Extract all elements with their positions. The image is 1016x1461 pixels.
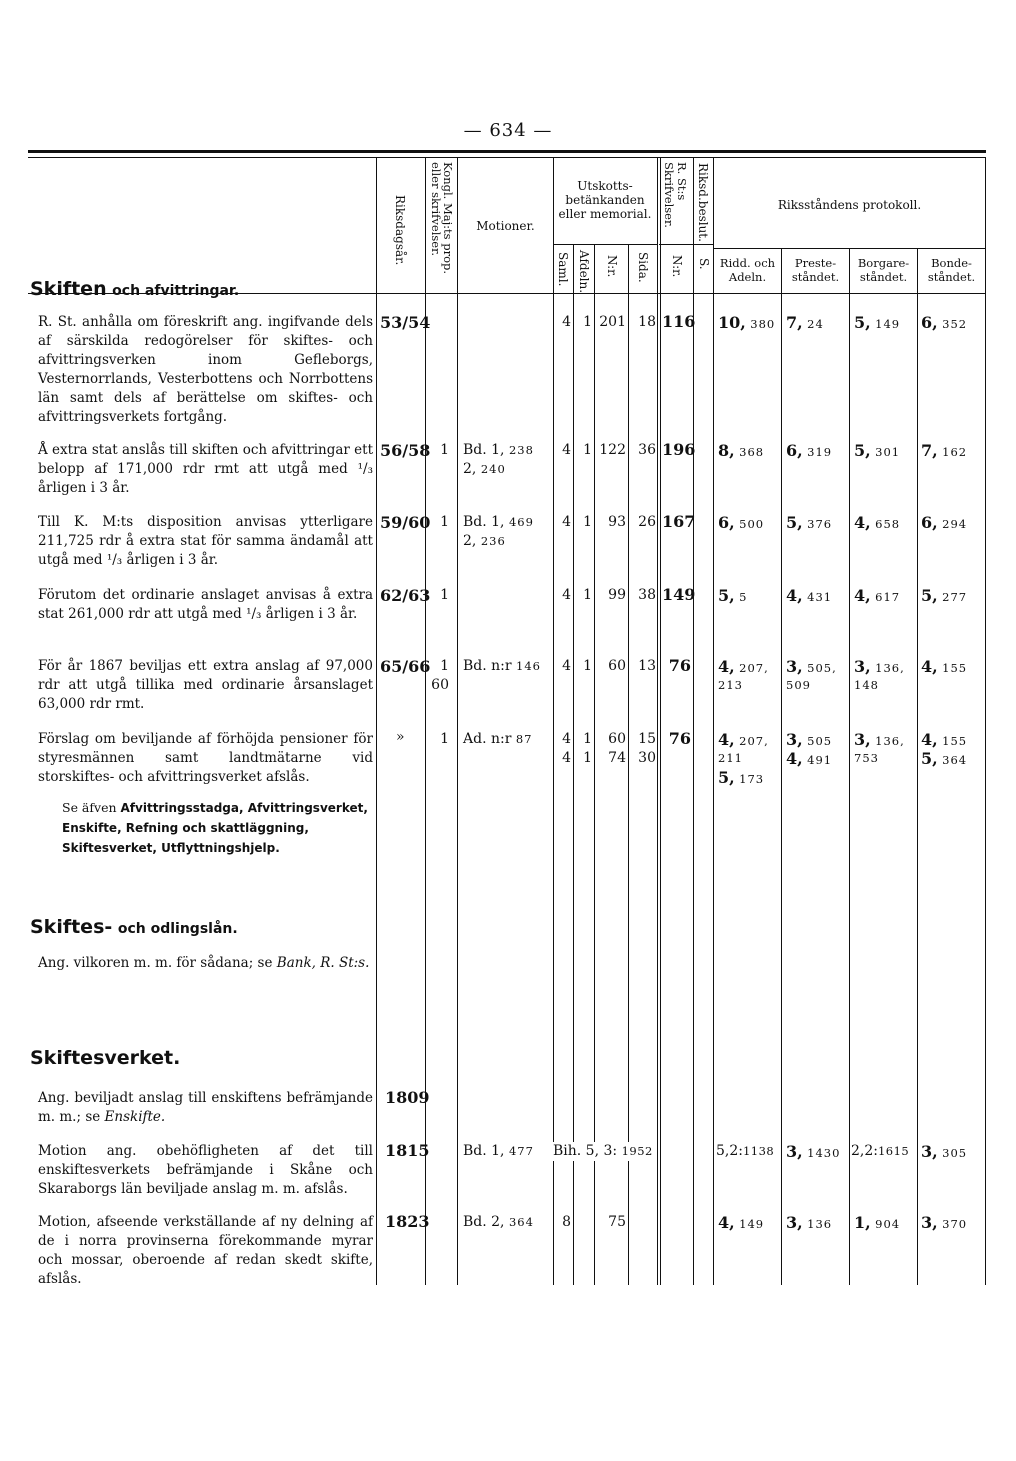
top-rule-thin [28,157,986,158]
col-line [660,158,661,1285]
row-bonde: 3, [921,1142,938,1161]
row-sida: 36 [638,442,656,458]
row-borgare: 5, [854,441,871,460]
row-bonde: 3, [921,1213,938,1232]
row-bonde: 4, [921,730,938,749]
row-bonde: 6, [921,313,938,332]
row-nr: 60 [608,731,626,747]
row-preste: 3, [786,730,803,749]
row-year: 56/58 [380,441,431,460]
row-borgare: 3, [854,657,871,676]
col-line [657,158,658,1285]
header-rsts: R. St:s Skrifvelser. [662,162,689,228]
header-preste: Preste- ståndet. [791,256,840,284]
header-borgare: Borgare- ståndet. [857,256,910,284]
section-heading-skiftesverket: Skiftesverket. [30,1047,181,1069]
header-kongl: Kongl. Maj:ts prop. eller skrifvelser. [429,162,455,275]
header-bonde: Bonde- ståndet. [927,256,976,284]
row-saml: 4 [562,442,571,458]
header-rsts-nr: N:r. [670,255,684,278]
row-bonde: 7, [921,441,938,460]
row-rsts-nr: 76 [668,656,691,675]
row-borgare: 1, [854,1213,871,1232]
row-nr: 122 [599,442,626,458]
row-ridd: 4, [718,1213,735,1232]
section-heading-skiften: Skiften och afvittringar. [30,278,240,300]
row-preste: 3, [786,657,803,676]
row-nr: 99 [608,587,626,603]
row-saml: 8 [562,1214,571,1230]
row-description: Å extra stat anslås till skiften och afvittringar ett belopp af 171,000 rdr rmt att utgå med ¹/₃ årligen i 3 år. [38,442,373,496]
row-ridd: 4, [718,657,735,676]
row-sida: 18 [638,314,656,330]
row-year: 1809 [385,1088,430,1107]
row-rsts-nr: 149 [662,585,696,604]
row-saml: 4 [562,314,571,330]
header-sida: Sida. [636,252,650,283]
row-year: 65/66 [380,657,431,676]
row-ridd: 8, [718,441,735,460]
see-also-note: Se äfven Afvittringsstadga, Afvittringsverket, Enskifte, Refning och skattläggning, Skiftesverket, Utflyttningshjelp. [62,800,368,855]
row-description: Motion ang. obehöfligheten af det till enskiftesverkets befrämjande i Skåne och Skaraborgs län beviljade anslag m. m. afslås. [38,1143,373,1197]
col-line [985,158,986,1285]
row-preste: 7, [786,313,803,332]
col-line [376,158,377,1285]
row-kongl: 1 [440,587,449,603]
row-rsts-nr: 76 [668,729,691,748]
top-rule-thick [28,150,986,153]
header-utskott: Utskotts- betänkanden eller memorial. [558,179,652,221]
row-sida: 13 [638,658,656,674]
rsts-subrule [659,244,693,245]
row-motion: Bd. 1, [463,442,505,458]
row-bonde: 4, [921,657,938,676]
row-kongl: 1 [440,442,449,458]
row-saml: 4 [562,514,571,530]
col-line [713,158,714,1285]
col-line [781,248,782,1285]
row-afdeln: 1 [583,658,592,674]
header-nr: N:r. [605,255,619,278]
row-rsts-nr: 167 [662,512,696,531]
row-borgare: 4, [854,513,871,532]
utskott-subrule [553,244,657,245]
beslut-subrule [693,244,713,245]
row-kongl: 1 [440,731,449,747]
row-ridd: 6, [718,513,735,532]
ledger-page: — 634 — Riksdagsår. Kongl. Maj:ts prop. eller skrifvelser. Motioner. Utskotts- betänkanden eller memorial. Saml. Afdeln. N:r. Sida. R. St:s Skrifvelser. N:r. Riksd.beslut. S. Riksståndens protokoll. Ridd. och Adeln. Preste- ståndet. Borgare- ståndet. Bonde- ståndet. Skiften och afvittringar. R. St. anhålla om föreskrift ang. ingifvande dels af särskilda redogörelser för skiftes- och afvittringsverken inom Gefleborgs, Vesternorrlands, Vesterbottens och Norrbottens län samt dels af berättelse om skiftes- och afvittringsverkets fortgång. 53/54 4 1 201 18 116 10, 380 7, 24 5, 149 6, 352 Å extra stat anslås till skiften och afvittringar ett belopp af 171,000 rdr rmt att utgå med ¹/₃ årligen i 3 år. 56/58 1 Bd. 1, 238 2, 240 4 1 122 36 196 8, 368 6, 319 5, 301 7, 162 Till K. M:ts disposition anvisas ytterligare 211,725 rdr å extra stat för samma ändamål att utgå med ¹/₃ årligen i 3 år. 59/60 1 Bd. 1, 469 2, 236 4 1 93 26 167 6, 500 5, 376 4, 658 6, 294 Förutom det ordinarie anslaget anvisas å extra stat 261,000 rdr att utgå med ¹/₃ årligen i 3 år. 62/63 1 4 1 99 38 149 5, 5 4, 431 4, 617 5, 277 För år 1867 beviljas ett extra anslag af 97,000 rdr att utgå tillika med ordinarie årsanslaget 63,000 rdr rmt. 65/66 1 60 Bd. n:r 146 4 1 60 13 76 4, 207, 213 3, 505, 509 3, 136, 148 4, 155 Förslag om beviljande af förhöjda pensioner för styresmännen samt landtmätarne vid storskiftes- och afvittringsverket afslås. » 1 Ad. n:r 87 4 1 60 15 4 1 74 30 76 4, 207, 211 5, 173 3, 505 4, 491 3, 136, 753 4, 155 5, 364 Se äfven Afvittringsstadga, Afvittringsverket, Enskifte, Refning och skattläggning, Skiftesverket, Utflyttningshjelp. Skiftes- och odlingslån. Ang. vilkoren m. m. för sådana; se Bank, R. St:s. Skiftesverket. Ang. beviljadt anslag till enskiftens befrämjande m. m.; se Enskifte. 1809 Motion ang. obehöfligheten af det till enskiftesverkets befrämjande i Skåne och Skaraborgs län beviljade anslag m. m. afslås. 1815 Bd. 1, 477 Bih. 5, 3: 1952 5,2:1138 3, 1430 2,2:1615 3, 305 Motion, afseende verkställande af ny delning af de i norra provinserna förekommande myrar och mossar, oberoende af redan skedt skifte, afslås. 1823 Bd. 2, 364 8 75 4, 149 3, 136 1, 904 3, 370 [0,0,1016,1461]
header-riksdbeslut: Riksd.beslut. [696,163,710,242]
section-heading-skiftes-lan: Skiftes- och odlingslån. [30,916,238,938]
row-description: Förslag om beviljande af förhöjda pensioner för styresmännen samt landtmätarne vid storskiftes- och afvittringsverket afslås. [38,731,373,785]
row-preste: 3, [786,1213,803,1232]
header-afdeln: Afdeln. [577,250,591,294]
row-rsts-nr: 116 [662,312,696,331]
row-borgare: 2,2: [851,1143,878,1159]
row-ridd: 5, [718,586,735,605]
row-year: 1823 [385,1212,430,1231]
row-nr: 60 [608,658,626,674]
row-borgare: 5, [854,313,871,332]
row-year: 1815 [385,1141,430,1160]
row-description: Ang. beviljadt anslag till enskiftens befrämjande m. m.; se Enskifte. [38,1090,373,1125]
row-description: Ang. vilkoren m. m. för sådana; se Bank, R. St:s. [38,955,370,971]
row-afdeln: 1 [583,314,592,330]
row-description: Motion, afseende verkställande af ny delning af de i norra provinserna förekommande myrar och mossar, oberoende af redan skedt skifte, afslås. [38,1214,373,1287]
row-saml: 4 [562,587,571,603]
row-sida: 38 [638,587,656,603]
row-motion: Bd. 1, [463,1143,505,1159]
row-preste: 4, [786,586,803,605]
col-line [849,248,850,1285]
row-afdeln: 1 [583,514,592,530]
row-nr: 75 [608,1214,626,1230]
row-description: För år 1867 beviljas ett extra anslag af 97,000 rdr att utgå tillika med ordinarie årsanslaget 63,000 rdr rmt. [38,658,373,712]
row-year: 53/54 [380,313,431,332]
row-borgare: 4, [854,586,871,605]
row-sida: 26 [638,514,656,530]
col-line [457,158,458,1285]
row-year: 59/60 [380,513,431,532]
header-protokoll: Riksståndens protokoll. [777,198,922,212]
row-sida: 15 [638,731,656,747]
row-kongl: 1 [440,658,449,674]
row-bonde: 5, [921,586,938,605]
row-borgare: 3, [854,730,871,749]
row-saml: 4 [562,731,571,747]
header-saml: Saml. [556,252,570,287]
see-also-refs: Afvittringsstadga, Afvittringsverket, Enskifte, Refning och skattläggning, Skiftesverket, Utflyttningshjelp. [62,801,368,855]
row-ridd: 4, [718,730,735,749]
row-motion: Bd. 1, [463,514,505,530]
header-riksdagsar: Riksdagsår. [393,195,407,266]
row-nr: 93 [608,514,626,530]
row-preste: 3, [786,1142,803,1161]
row-ridd: 5,2: [716,1143,743,1159]
row-preste: 5, [786,513,803,532]
row-year: » [396,729,405,745]
header-ridd: Ridd. och Adeln. [719,256,776,284]
row-preste: 6, [786,441,803,460]
row-saml: 4 [562,658,571,674]
row-rsts-nr: 196 [662,440,696,459]
col-line [917,248,918,1285]
row-motion: Bd. 2, [463,1214,505,1230]
row-description: Förutom det ordinarie anslaget anvisas å extra stat 261,000 rdr att utgå med ¹/₃ årligen i 3 år. [38,587,373,622]
row-kongl-2: 60 [431,677,449,693]
row-motion: Bd. n:r [463,658,512,674]
row-description: R. St. anhålla om föreskrift ang. ingifvande dels af särskilda redogörelser för skiftes- och afvittringsverken inom Gefleborgs, Vesternorrlands, Vesterbottens och Norrbottens län samt dels af berättelse om skiftes- och afvittringsverkets fortgång. [38,314,373,425]
header-motioner: Motioner. [476,219,535,233]
page-number: — 634 — [463,120,553,141]
row-ridd: 10, [718,313,746,332]
row-bonde: 6, [921,513,938,532]
row-description: Till K. M:ts disposition anvisas ytterligare 211,725 rdr å extra stat för samma ändamål att utgå med ¹/₃ årligen i 3 år. [38,514,373,568]
row-motion: Ad. n:r [463,731,512,747]
row-kongl: 1 [440,514,449,530]
row-afdeln: 1 [583,731,592,747]
row-year: 62/63 [380,586,431,605]
row-afdeln: 1 [583,442,592,458]
row-utskott: Bih. 5, 3: [553,1143,618,1159]
row-afdeln: 1 [583,587,592,603]
header-riksdbeslut-s: S. [697,258,711,270]
row-nr: 201 [599,314,626,330]
